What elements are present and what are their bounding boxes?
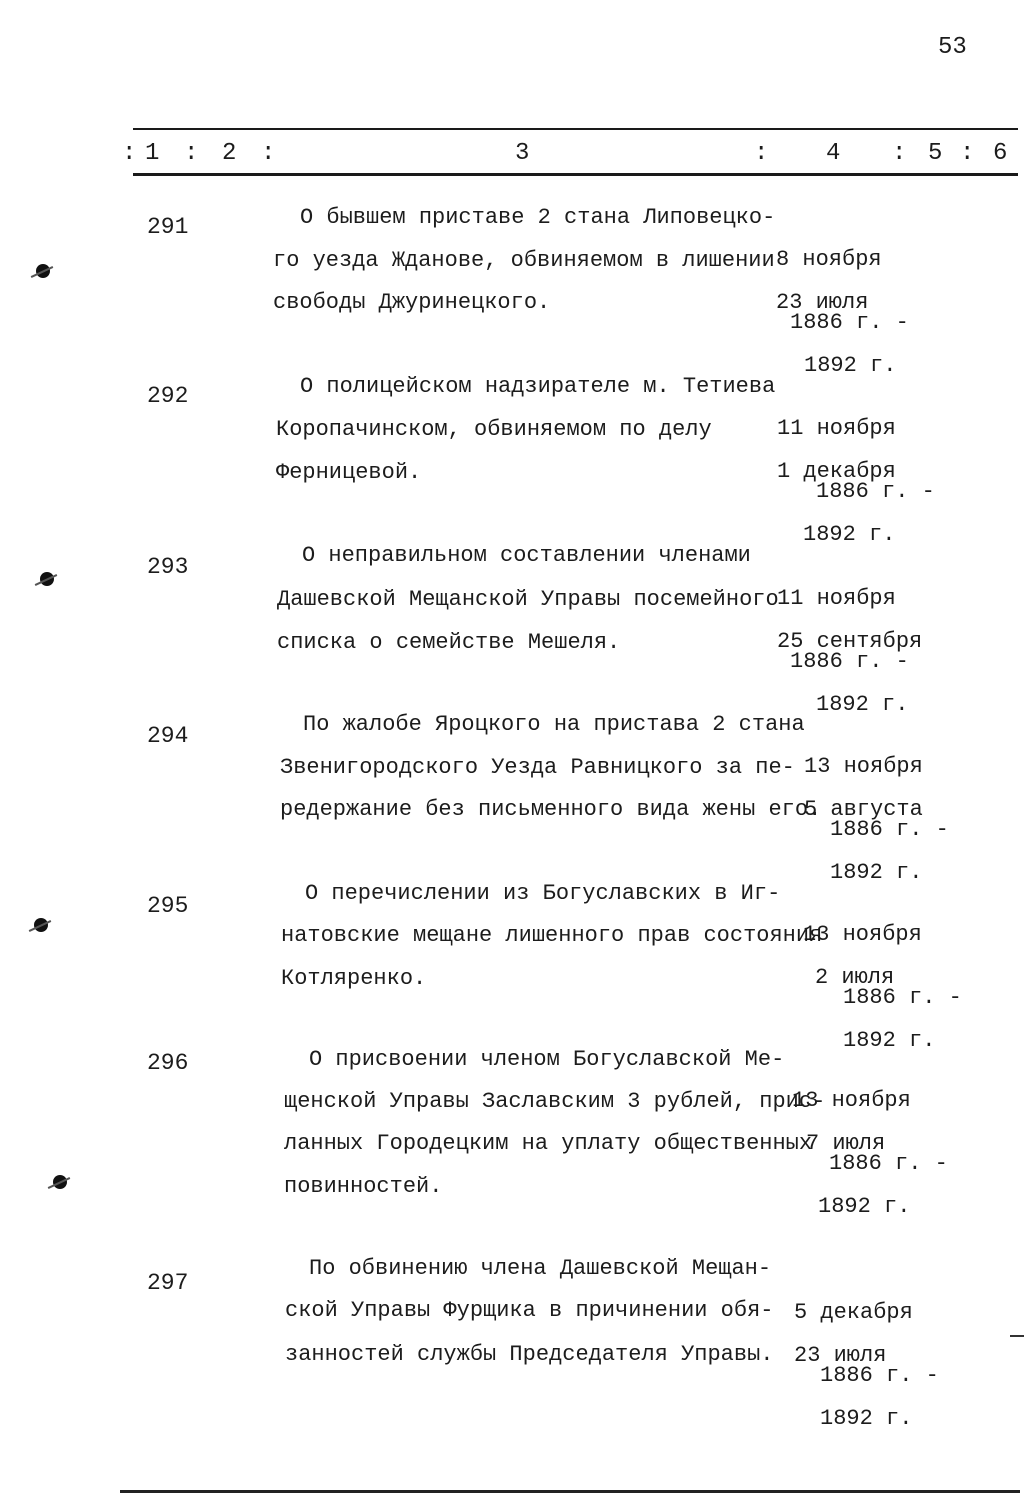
start-date-day: 13 ноября: [804, 754, 923, 779]
entry-text-line: Коропачинском, обвиняемом по делу: [276, 417, 712, 442]
entry-text-line: щенской Управы Заславским 3 рублей, прис-: [284, 1089, 826, 1114]
start-date-day: 11 ноября: [777, 416, 896, 441]
start-date-day: 13 ноября: [803, 922, 922, 947]
column-separator: :: [892, 140, 907, 167]
start-date-year: 1886 г. -: [843, 985, 962, 1010]
entry-number: 296: [147, 1050, 189, 1076]
entry-text-line: Дашевской Мещанской Управы посемейного: [277, 587, 779, 612]
start-date-year: 1886 г. -: [790, 649, 909, 674]
column-header-4: 4: [826, 140, 841, 167]
entry-text-line: О перечислении из Богуславских в Иг-: [305, 881, 781, 906]
column-separator: :: [184, 140, 199, 167]
entry-text-line: По жалобе Яроцкого на пристава 2 стана: [303, 712, 805, 737]
end-date-year: 1892 г.: [820, 1406, 913, 1431]
column-separator: :: [960, 140, 975, 167]
start-date-year: 1886 г. -: [830, 817, 949, 842]
entry-text-line: натовские мещане лишенного прав состояния: [281, 923, 823, 948]
table-header-top-rule: [133, 128, 1018, 130]
binding-hole-mark: [34, 918, 48, 932]
entry-number: 291: [147, 214, 189, 240]
entry-text-line: занностей службы Председателя Управы.: [285, 1342, 774, 1367]
entry-text-line: списка о семействе Мешеля.: [277, 630, 621, 655]
entry-text-line: ланных Городецким на уплату общественных: [284, 1131, 813, 1156]
entry-text-line: О полицейском надзирателе м. Тетиева: [300, 374, 776, 399]
end-date-day: 25 сентября: [777, 629, 923, 654]
page-number: 53: [938, 34, 967, 61]
end-date-day: 5 августа: [804, 797, 923, 822]
end-date-day: 7 июля: [806, 1131, 886, 1156]
end-date-year: 1892 г.: [803, 522, 896, 547]
start-date-day: 13 ноября: [792, 1088, 911, 1113]
binding-hole-mark: [40, 572, 54, 586]
column-separator: :: [261, 140, 276, 167]
entry-text-line: О присвоении членом Богуславской Ме-: [309, 1047, 785, 1072]
end-date: [806, 1091, 910, 1259]
end-date-year: 1892 г.: [816, 692, 909, 717]
page-bottom-edge: [120, 1490, 1020, 1493]
column-header-3: 3: [515, 140, 530, 167]
entry-number: 297: [147, 1270, 189, 1296]
margin-mark: [1010, 1335, 1024, 1337]
column-separator: :: [754, 140, 769, 167]
end-date-year: 1892 г.: [818, 1194, 911, 1219]
start-date-year: 1886 г. -: [790, 310, 909, 335]
end-date-day: 2 июля: [815, 965, 895, 990]
column-header-1: 1: [145, 140, 160, 167]
binding-hole-mark: [36, 264, 50, 278]
entry-text-line: Котляренко.: [281, 966, 427, 991]
end-date: [794, 1303, 912, 1471]
entry-number: 292: [147, 383, 189, 409]
start-date-day: 11 ноября: [777, 586, 896, 611]
column-header-2: 2: [222, 140, 237, 167]
entry-number: 295: [147, 893, 189, 919]
entry-text-line: ской Управы Фурщика в причинении обя-: [285, 1298, 774, 1323]
start-date-year: 1886 г. -: [816, 479, 935, 504]
end-date-year: 1892 г.: [830, 860, 923, 885]
start-date-year: 1886 г. -: [829, 1151, 948, 1176]
entry-text-line: редержание без письменного вида жены его.: [280, 797, 822, 822]
entry-text-line: По обвинению члена Дашевской Мещан-: [309, 1256, 772, 1281]
end-date-day: 23 июля: [794, 1343, 887, 1368]
entry-text-line: свободы Джуринецкого.: [273, 290, 551, 315]
entry-text-line: го уезда Жданове, обвиняемом в лишении: [273, 248, 775, 273]
entry-text-line: повинностей.: [284, 1174, 443, 1199]
entry-number: 293: [147, 554, 189, 580]
entry-text-line: О бывшем приставе 2 стана Липовецко-: [300, 205, 776, 230]
table-header-bottom-rule: [133, 173, 1018, 176]
entry-text-line: О неправильном составлении членами: [302, 543, 751, 568]
entry-number: 294: [147, 723, 189, 749]
entry-text-line: Ферницевой.: [276, 460, 422, 485]
column-separator: :: [122, 140, 137, 167]
end-date-year: 1892 г.: [843, 1028, 936, 1053]
end-date-day: 23 июля: [776, 290, 869, 315]
end-date-year: 1892 г.: [804, 353, 897, 378]
start-date-day: 8 ноября: [776, 247, 882, 272]
start-date-year: 1886 г. -: [820, 1363, 939, 1388]
start-date-day: 5 декабря: [794, 1300, 913, 1325]
entry-text-line: Звенигородского Уезда Равницкого за пе-: [280, 755, 795, 780]
end-date-day: 1 декабря: [777, 459, 896, 484]
binding-hole-mark: [53, 1175, 67, 1189]
column-header-6: 6: [993, 140, 1008, 167]
column-header-5: 5: [928, 140, 943, 167]
